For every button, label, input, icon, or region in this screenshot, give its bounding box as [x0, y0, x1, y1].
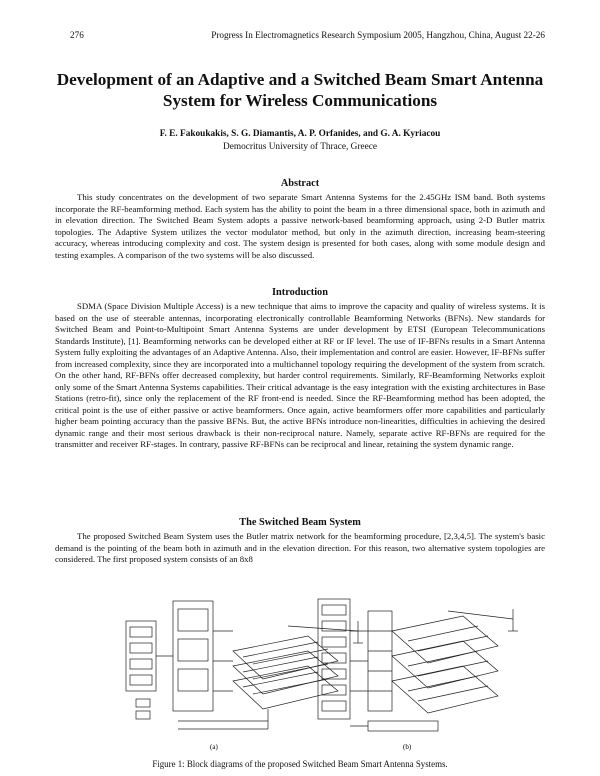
paper-title: Development of an Adaptive and a Switched Beam Smart Antenna System for Wireless Communications [56, 70, 544, 110]
venue-line: Progress In Electromagnetics Research Symposium 2005, Hangzhou, China, August 22-26 [211, 30, 545, 40]
figure-caption: Figure 1: Block diagrams of the proposed Switched Beam Smart Antenna Systems. [152, 759, 448, 769]
running-head [70, 29, 545, 41]
abstract-heading: Abstract [280, 178, 320, 189]
switched-beam-heading: The Switched Beam System [239, 517, 361, 528]
block-diagram-figure [118, 591, 523, 754]
introduction-heading: Introduction [272, 287, 328, 298]
figure-label-b: (b) [403, 743, 412, 751]
block-diagram-b [318, 599, 518, 731]
abstract-text: This study concentrates on the development of two separate Smart Antenna Systems for the 2.45GHz ISM band. Both systems incorporate the RF-beamforming method. Each system has the ability to point the beam in a three dimensional space, both in azimuth and in elevation direction. The Switched Beam System adopts a passive network-based beamforming approach, using 2-D Butler matrix topologies. The Adaptive System utilizes the vector modulator method, but only in the azimuth direction, increasing beam-steering accuracy, whereas introducing complexity and cost. The system design is presented for both cases, along with some module design and testing examples. A comparison of the two systems will be also discussed. [55, 192, 545, 260]
switched-beam-text: The proposed Switched Beam System uses the Butler matrix network for the beamforming procedure, [2,3,4,5]. The system's basic demand is the pointing of the beam both in azimuth and in the elevation direction. For this reason, two alternative system topologies are considered. The first proposed system consists of an 8x8 [55, 531, 545, 564]
figure-1 [118, 591, 523, 754]
introduction-text: SDMA (Space Division Multiple Access) is a new technique that aims to improve the capacity and quality of wireless systems. It is based on the use of steerable antennas, incorporating electronically controllable Beamforming Networks (BFNs). New standards for Switched Beam and Point-to-Multipoint Smart Antenna Systems are under development by ETSI (European Telecommunications Standards Institute), [1]. Beamforming networks can be developed either at RF or IF level. The use of IF-BFNs results in a Smart Antenna System fully exploiting the advantages of an Adaptive Antenna. Also, their implementation and control are easier. However, IF-BFNs suffer from increased complexity, since they are incorporated into a multichannel topology requiring the development of the system from scratch. On the other hand, RF-BFNs offer decreased complexity, but harder control requirements. Similarly, RF-Beamforming Networks exploit only some of the Smart Antenna Systems capabilities. Their critical advantage is the easy integration with the existing architectures in Base Stations (retro-fit), since only the replacement of the RF front-end is needed. Since the RF-Beamforming method has been adopted, the critical point is the use of either passive or active beamformers. Once again, active beamformers offer more capabilities and particularly higher beam pointing accuracy than the passive BFNs. But, the active BFNs introduce non-linearities, difficulties in achieving the desired dynamic range and their most serious drawback is their non-reciprocal nature. Namely, separate active RF-BFNs are required for the transmitter and receiver RF-stages. In contrary, passive RF-BFNs can be reciprocal and linear, retaining the system dynamic range. [55, 301, 545, 449]
block-diagram-a [126, 601, 363, 729]
figure-label-a: (a) [210, 743, 218, 751]
page-number: 276 [70, 30, 84, 40]
author-list: F. E. Fakoukakis, S. G. Diamantis, A. P. Orfanides, and G. A. Kyriacou [159, 129, 441, 139]
affiliation: Democritus University of Thrace, Greece [223, 142, 377, 152]
